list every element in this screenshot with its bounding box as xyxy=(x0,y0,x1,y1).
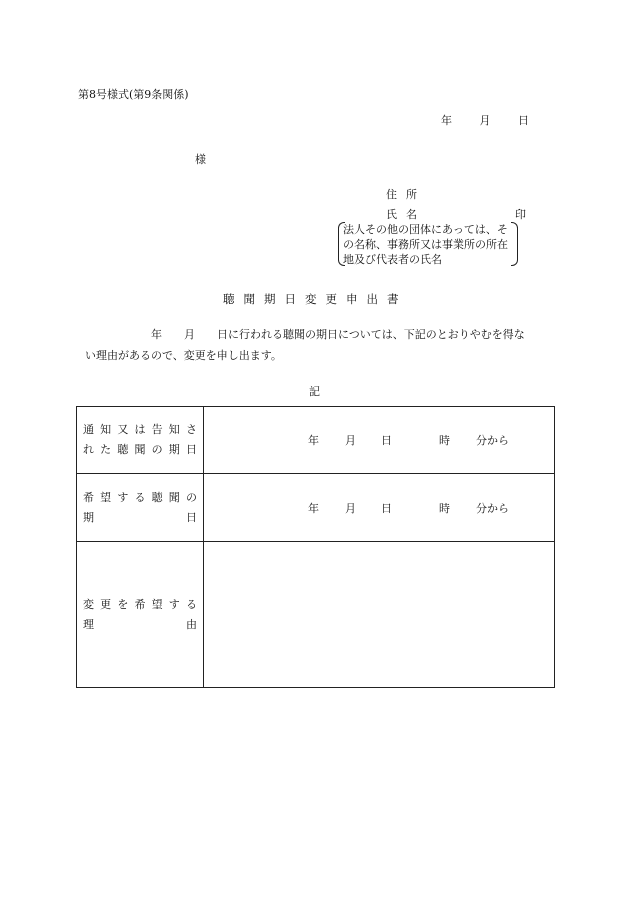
ki-heading: 記 xyxy=(309,385,320,398)
label-line: 理 由 xyxy=(83,617,197,631)
corporation-note xyxy=(338,222,518,266)
notified-date-label xyxy=(77,407,204,474)
form-number: 第8号様式(第9条関係) xyxy=(78,88,189,101)
name-label: 氏名 xyxy=(386,208,426,221)
desired-date-field[interactable] xyxy=(204,474,555,542)
seal-mark: 印 xyxy=(515,208,526,221)
year-unit: 年 xyxy=(308,434,319,447)
label-line: 期 日 xyxy=(83,510,197,524)
table-row xyxy=(77,542,555,688)
corporation-note-text: 法人その他の団体にあっては、そ の名称、事務所又は事業所の所在 地及び代表者の氏名 xyxy=(343,223,508,266)
hour-unit: 時 xyxy=(439,501,450,515)
hour-unit: 時 xyxy=(439,434,450,447)
reason-label xyxy=(77,542,204,688)
label-line: 変 更 を 希 望 す る xyxy=(83,597,197,611)
year-unit: 年 xyxy=(308,501,319,515)
label-line: れ た 聴 聞 の 期 日 xyxy=(83,443,197,456)
minute-from-unit: 分から xyxy=(476,434,509,447)
month-unit: 月 xyxy=(345,434,356,447)
label-line: 希 望 す る 聴 聞 の xyxy=(83,490,197,504)
notified-date-field[interactable] xyxy=(204,407,555,474)
submission-date: 年 月 日 xyxy=(441,114,529,127)
minute-from-unit: 分から xyxy=(476,501,509,515)
label-line: 通 知 又 は 告 知 さ xyxy=(83,423,197,436)
reason-field[interactable] xyxy=(204,542,555,688)
day-unit: 日 xyxy=(381,434,392,447)
table-row xyxy=(77,474,555,542)
desired-date-label xyxy=(77,474,204,542)
table-row xyxy=(77,407,555,474)
address-label: 住所 xyxy=(386,188,426,201)
day-unit: 日 xyxy=(381,501,392,515)
document-title: 聴聞期日変更申出書 xyxy=(223,292,408,306)
recipient-suffix: 様 xyxy=(195,153,206,166)
right-bracket xyxy=(511,222,518,266)
month-unit: 月 xyxy=(345,501,356,515)
request-statement: 年 月 日に行われる聴聞の期日については、下記のとおりやむを得な い理由があるので、変更を申し出ます。 xyxy=(85,328,525,362)
hearing-date-table xyxy=(76,406,555,688)
